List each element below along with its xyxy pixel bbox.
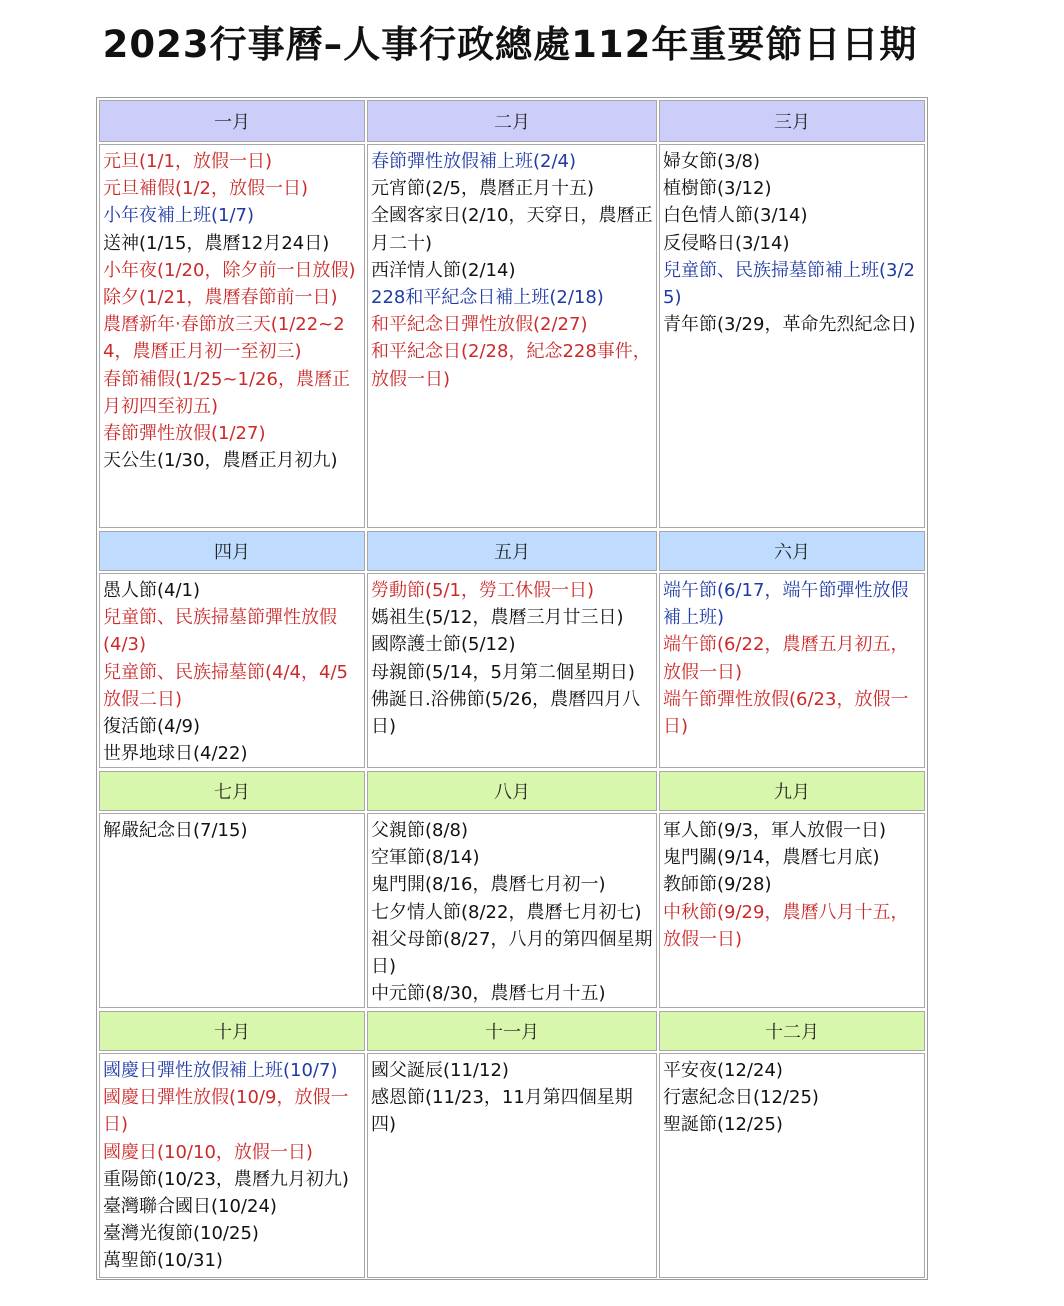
event-item: 天公生(1/30，農曆正月初九) xyxy=(103,450,338,472)
event-item: 國際護士節(5/12) xyxy=(371,634,516,656)
event-item: 媽祖生(5/12，農曆三月廿三日) xyxy=(371,607,624,629)
month-events-cell xyxy=(367,144,657,528)
event-item: 軍人節(9/3，軍人放假一日) xyxy=(663,820,887,841)
event-item: 勞動節(5/1，勞工休假一日) xyxy=(371,580,595,601)
event-item: 萬聖節(10/31) xyxy=(103,1250,223,1272)
month-header: 九月 xyxy=(659,771,925,811)
event-item: 元旦補假(1/2，放假一日) xyxy=(103,178,309,200)
event-item: 重陽節(10/23，農曆九月初九) xyxy=(103,1168,349,1190)
event-item: 除夕(1/21，農曆春節前一日) xyxy=(103,287,338,309)
event-item: 中秋節(9/29，農曆八月十五，放假一日) xyxy=(663,901,909,950)
month-events-cell xyxy=(367,1053,657,1278)
event-item: 中元節(8/30，農曆七月十五) xyxy=(371,983,606,1005)
event-item: 佛誕日.浴佛節(5/26，農曆四月八日) xyxy=(371,688,641,738)
event-item: 植樹節(3/12) xyxy=(663,178,772,200)
event-item: 小年夜(1/20，除夕前一日放假) xyxy=(103,259,356,281)
month-header: 四月 xyxy=(99,531,365,571)
event-item: 世界地球日(4/22) xyxy=(103,743,248,765)
event-item: 春節彈性放假(1/27) xyxy=(103,423,266,445)
event-item: 國慶日彈性放假補上班(10/7) xyxy=(103,1060,338,1081)
event-item: 國父誕辰(11/12) xyxy=(371,1060,509,1081)
event-item: 228和平紀念日補上班(2/18) xyxy=(371,287,604,309)
event-item: 兒童節、民族掃墓節(4/4，4/5放假二日) xyxy=(103,661,348,710)
event-item: 鬼門關(9/14，農曆七月底) xyxy=(663,847,880,869)
month-header: 三月 xyxy=(659,100,925,142)
event-item: 春節補假(1/25~1/26，農曆正月初四至初五) xyxy=(103,368,350,417)
event-item: 解嚴紀念日(7/15) xyxy=(103,820,248,841)
event-item: 聖誕節(12/25) xyxy=(663,1114,783,1136)
month-events-cell xyxy=(659,573,925,768)
event-item: 和平紀念日彈性放假(2/27) xyxy=(371,314,588,336)
event-item: 愚人節(4/1) xyxy=(103,580,201,601)
event-item: 七夕情人節(8/22，農曆七月初七) xyxy=(371,901,642,923)
event-item: 兒童節、民族掃墓節補上班(3/25) xyxy=(663,259,915,309)
event-item: 西洋情人節(2/14) xyxy=(371,259,516,281)
event-item: 祖父母節(8/27，八月的第四個星期日) xyxy=(371,928,653,978)
month-header: 二月 xyxy=(367,100,657,142)
month-events-cell xyxy=(99,573,365,768)
month-events-cell xyxy=(659,1053,925,1278)
month-events-cell xyxy=(659,144,925,528)
month-header: 六月 xyxy=(659,531,925,571)
event-item: 小年夜補上班(1/7) xyxy=(103,205,255,227)
event-item: 元宵節(2/5，農曆正月十五) xyxy=(371,178,595,200)
event-item: 青年節(3/29，革命先烈紀念日) xyxy=(663,314,916,336)
event-item: 兒童節、民族掃墓節彈性放假(4/3) xyxy=(103,607,337,656)
event-item: 白色情人節(3/14) xyxy=(663,205,808,227)
month-header: 一月 xyxy=(99,100,365,142)
event-item: 全國客家日(2/10，天穿日，農曆正月二十) xyxy=(371,205,653,254)
month-header: 十二月 xyxy=(659,1011,925,1051)
month-events-cell xyxy=(99,813,365,1008)
event-item: 端午節彈性放假(6/23，放假一日) xyxy=(663,688,909,738)
event-item: 反侵略日(3/14) xyxy=(663,232,790,254)
month-events-cell xyxy=(659,813,925,1008)
event-item: 臺灣聯合國日(10/24) xyxy=(103,1196,277,1218)
month-events-cell xyxy=(367,813,657,1008)
event-item: 平安夜(12/24) xyxy=(663,1060,783,1081)
calendar-table xyxy=(96,97,928,1280)
event-item: 農曆新年‧春節放三天(1/22~24，農曆正月初一至初三) xyxy=(103,314,345,363)
event-item: 送神(1/15，農曆12月24日) xyxy=(103,232,330,254)
event-item: 行憲紀念日(12/25) xyxy=(663,1087,819,1109)
month-header: 五月 xyxy=(367,531,657,571)
month-header: 十月 xyxy=(99,1011,365,1051)
event-item: 復活節(4/9) xyxy=(103,716,201,738)
event-item: 母親節(5/14，5月第二個星期日) xyxy=(371,661,635,683)
event-item: 春節彈性放假補上班(2/4) xyxy=(371,151,577,172)
month-events-cell xyxy=(99,1053,365,1278)
month-events-cell xyxy=(99,144,365,528)
event-item: 端午節(6/17，端午節彈性放假補上班) xyxy=(663,580,909,629)
month-header: 八月 xyxy=(367,771,657,811)
event-item: 端午節(6/22，農曆五月初五，放假一日) xyxy=(663,634,909,683)
event-item: 空軍節(8/14) xyxy=(371,847,480,869)
event-item: 臺灣光復節(10/25) xyxy=(103,1223,259,1245)
month-header: 七月 xyxy=(99,771,365,811)
event-item: 和平紀念日(2/28，紀念228事件，放假一日) xyxy=(371,341,651,390)
page-title: 2023行事曆–人事行政總處112年重要節日日期 xyxy=(102,23,918,66)
event-item: 教師節(9/28) xyxy=(663,874,772,896)
month-header: 十一月 xyxy=(367,1011,657,1051)
event-item: 元旦(1/1，放假一日) xyxy=(103,151,273,172)
event-item: 感恩節(11/23，11月第四個星期四) xyxy=(371,1087,633,1136)
event-item: 國慶日(10/10，放假一日) xyxy=(103,1141,313,1163)
event-item: 國慶日彈性放假(10/9，放假一日) xyxy=(103,1087,349,1136)
month-events-cell xyxy=(367,573,657,768)
event-item: 父親節(8/8) xyxy=(371,820,469,841)
event-item: 婦女節(3/8) xyxy=(663,151,761,172)
event-item: 鬼門開(8/16，農曆七月初一) xyxy=(371,874,606,896)
